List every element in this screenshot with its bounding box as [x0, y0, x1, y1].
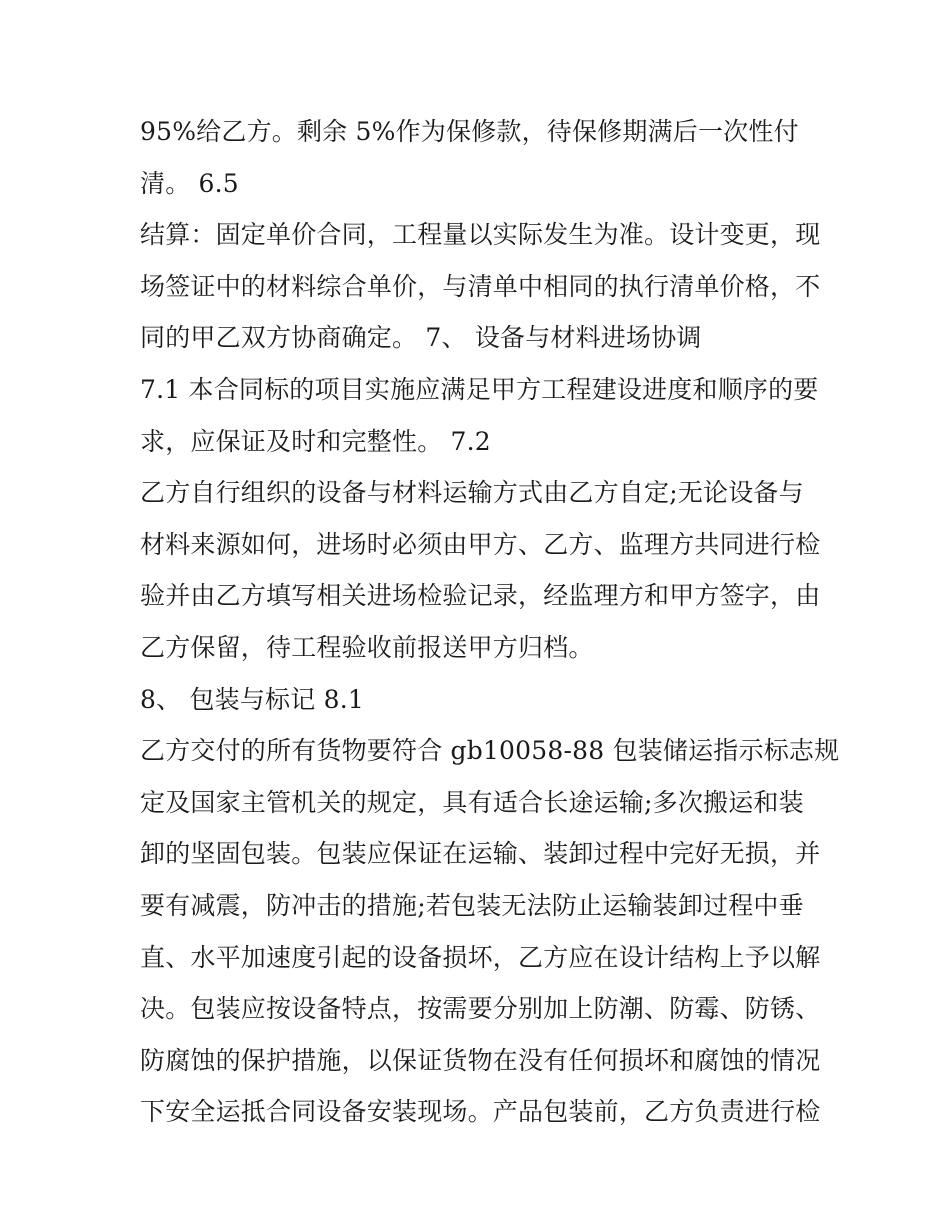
text-line: 验并由乙方填写相关进场检验记录，经监理方和甲方签字，由 [140, 581, 821, 611]
text-line: 结算：固定单价合同，工程量以实际发生为准。设计变更，现 [140, 220, 821, 250]
text-line: 乙方保留，待工程验收前报送甲方归档。 [140, 632, 594, 662]
text-line: 直、水平加速度引起的设备损坏，乙方应在设计结构上予以解 [140, 942, 821, 972]
text-line: 求，应保证及时和完整性。 7.2 [140, 426, 491, 456]
text-line: 定及国家主管机关的规定，具有适合长途运输;多次搬运和装 [140, 787, 804, 817]
text-line: 材料来源如何，进场时必须由甲方、乙方、监理方共同进行检 [140, 529, 821, 559]
text-line: 95%给乙方。剩余 5%作为保修款，待保修期满后一次性付 [140, 117, 799, 146]
text-line: 7.1 本合同标的项目实施应满足甲方工程建设进度和顺序的要 [140, 374, 819, 404]
text-line: 清。 6.5 [140, 168, 239, 198]
text-line: 乙方自行组织的设备与材料运输方式由乙方自定;无论设备与 [140, 478, 804, 508]
text-line: 要有减震，防冲击的措施;若包装无法防止运输装卸过程中垂 [140, 890, 804, 920]
text-line: 下安全运抵合同设备安装现场。产品包装前，乙方负责进行检 [140, 1097, 821, 1127]
text-line: 乙方交付的所有货物要符合 gb10058-88 包装储运指示标志规 [140, 736, 840, 766]
text-line: 同的甲乙双方协商确定。 7、 设备与材料进场协调 [140, 323, 702, 353]
document-body [140, 106, 840, 1138]
text-line: 场签证中的材料综合单价，与清单中相同的执行清单价格，不 [140, 271, 821, 301]
text-line: 8、 包装与标记 8.1 [140, 684, 364, 714]
text-line: 决。包装应按设备特点，按需要分别加上防潮、防霉、防锈、 [140, 994, 821, 1024]
text-line: 防腐蚀的保护措施，以保证货物在没有任何损坏和腐蚀的情况 [140, 1045, 821, 1075]
text-line: 卸的坚固包装。包装应保证在运输、装卸过程中完好无损，并 [140, 839, 821, 869]
